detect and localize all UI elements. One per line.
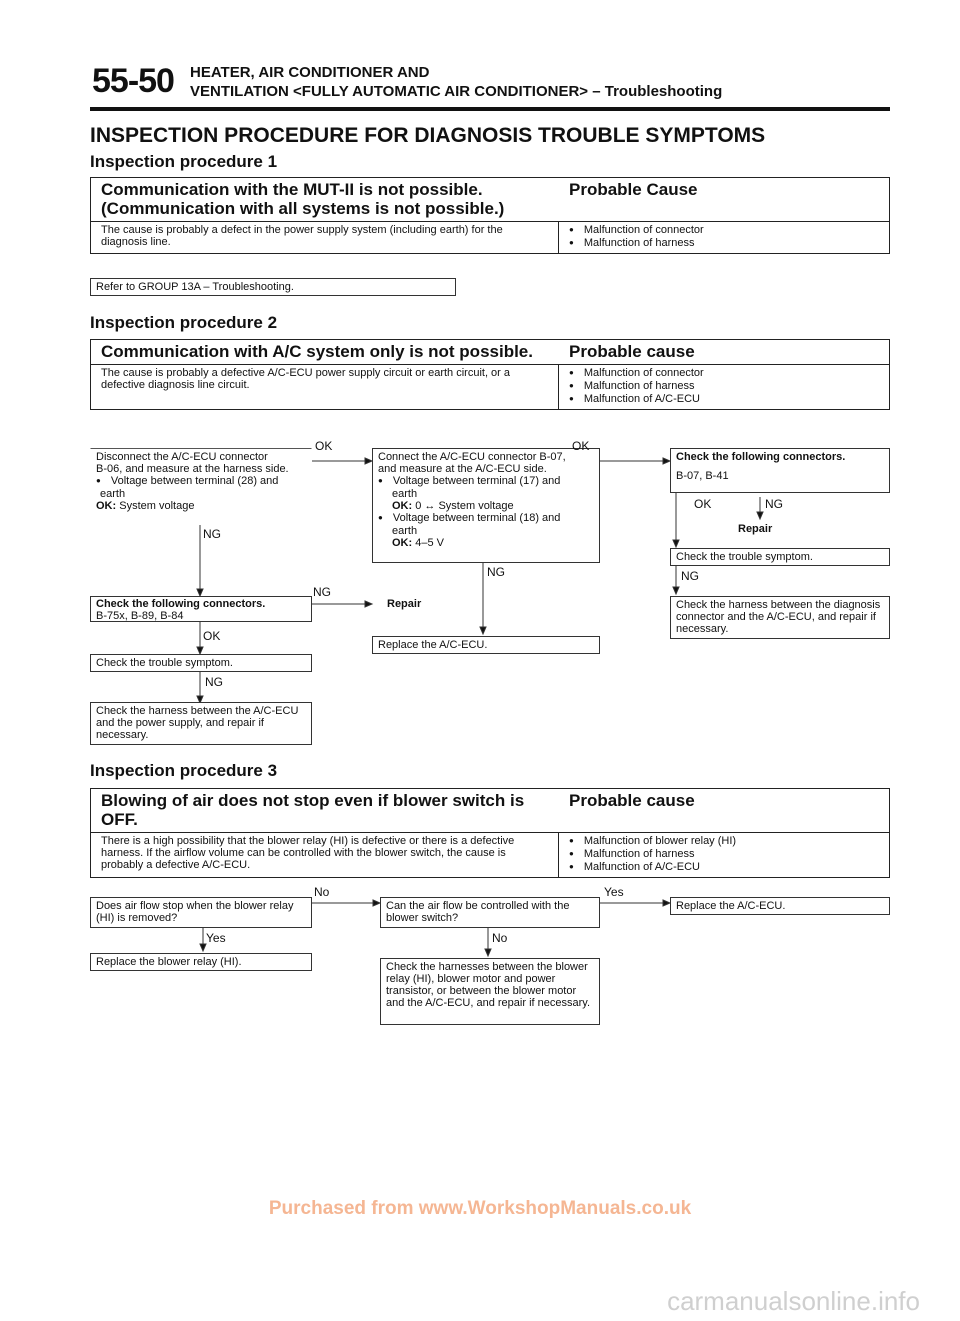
proc3-cause-heading: Probable cause	[569, 791, 695, 810]
proc2-step2-line3: ● Voltage between terminal (17) and	[378, 475, 594, 488]
proc3-step-airflow-controllable: Can the air flow be controlled with the blower switch?	[380, 897, 600, 928]
proc2-cause-2: ● Malfunction of harness	[569, 380, 879, 393]
proc2-cause-heading: Probable cause	[569, 342, 695, 361]
proc2-step-check-harness-diag: Check the harness between the diagnosis connector and the A/C-ECU, and repair if necessary.	[670, 596, 890, 639]
proc2-step1-line2: B-06, and measure at the harness side.	[96, 463, 289, 475]
proc2-step2-ok1-value: 0 ↔ System voltage	[415, 500, 514, 512]
proc3-step-blower-relay-removed: Does air flow stop when the blower relay (HI) is removed?	[90, 897, 312, 928]
proc1-title-2: (Communication with all systems is not possible.)	[101, 199, 505, 218]
proc2-heading: Inspection procedure 2	[90, 313, 278, 332]
proc2-step3-sub: B-07, B-41	[676, 470, 729, 482]
proc2-step2-line1: Connect the A/C-ECU connector B-07,	[378, 451, 566, 463]
proc3-heading: Inspection procedure 3	[90, 761, 278, 780]
proc2-step2-line6: earth	[392, 525, 418, 537]
proc2-label-ok-2: OK	[572, 439, 590, 453]
proc3-cause-2: ● Malfunction of harness	[569, 848, 879, 861]
proc2-cause-3: ● Malfunction of A/C-ECU	[569, 393, 879, 406]
proc2-label-ng-4: NG	[681, 569, 699, 583]
proc3-step-replace-blower-relay: Replace the blower relay (HI).	[90, 953, 312, 971]
proc2-label-ng-5: NG	[313, 585, 331, 599]
proc2-step-replace-ecu: Replace the A/C-ECU.	[372, 636, 600, 654]
proc2-repair-right: Repair	[738, 523, 773, 535]
proc3-description: There is a high possibility that the blower relay (HI) is defective or there is a defective harness. If the airflow volume can be controlled with the blower switch, the cause is probably a defective A/C-ECU.	[91, 833, 559, 877]
proc2-label-ng-2: NG	[487, 565, 505, 579]
proc2-repair-mid: Repair	[387, 598, 422, 610]
proc3-cause-3: ● Malfunction of A/C-ECU	[569, 861, 879, 874]
page-title: INSPECTION PROCEDURE FOR DIAGNOSIS TROUBLE SYMPTOMS	[90, 124, 766, 147]
proc2-step-trouble-symptom-right: Check the trouble symptom.	[670, 548, 890, 566]
proc2-step2-ok2-value: 4–5 V	[415, 537, 444, 549]
proc3-title: Blowing of air does not stop even if blower switch is OFF.	[101, 791, 525, 829]
proc2-step2-line4: earth	[392, 488, 418, 500]
proc3-label-no-1: No	[314, 885, 330, 899]
proc2-step1-line1: Disconnect the A/C-ECU connector	[96, 451, 268, 463]
proc2-step1-line3: ● Voltage between terminal (28) and	[96, 475, 306, 488]
proc2-step6-sub: B-75x, B-89, B-84	[96, 610, 184, 622]
proc2-step2-ok2-label: OK:	[392, 537, 413, 549]
proc3-label-no-2: No	[492, 931, 508, 945]
proc1-cause-heading: Probable Cause	[569, 180, 698, 199]
proc2-step-check-harness-power: Check the harness between the A/C-ECU and the power supply, and repair if necessary.	[90, 702, 312, 745]
proc2-label-ng-1: NG	[203, 527, 221, 541]
proc2-cause-1: ● Malfunction of connector	[569, 367, 879, 380]
proc2-step6-title: Check the following connectors.	[96, 598, 266, 610]
proc2-label-ok-4: OK	[203, 629, 221, 643]
proc2-step3-title: Check the following connectors.	[676, 451, 846, 463]
header-line-1: HEATER, AIR CONDITIONER AND	[190, 64, 430, 81]
footer-site-text: carmanualsonline.info	[667, 1286, 920, 1316]
proc3-cause-1: ● Malfunction of blower relay (HI)	[569, 835, 879, 848]
proc2-title: Communication with A/C system only is not possible.	[101, 342, 533, 361]
proc2-step1-line4: earth	[100, 488, 126, 500]
header-line-2: VENTILATION <FULLY AUTOMATIC AIR CONDITIONER> – Troubleshooting	[190, 83, 723, 100]
watermark-text: Purchased from www.WorkshopManuals.co.uk	[268, 1198, 692, 1219]
proc1-refer-box: Refer to GROUP 13A – Troubleshooting.	[90, 278, 456, 296]
proc3-label-yes-2: Yes	[604, 885, 624, 899]
page-number: 55-50	[92, 62, 174, 100]
proc2-description: The cause is probably a defective A/C-ECU power supply circuit or earth circuit, or a defective diagnosis line circuit.	[91, 365, 559, 409]
proc1-cause-2: ● Malfunction of harness	[569, 237, 879, 250]
proc3-step-check-harnesses: Check the harnesses between the blower relay (HI), blower motor and power transistor, or between the blower motor and the A/C-ECU, and repair if necessary.	[380, 958, 600, 1025]
proc2-label-ng-6: NG	[205, 675, 223, 689]
proc2-label-ok-1: OK	[315, 439, 333, 453]
proc1-title-1: Communication with the MUT-II is not possible.	[101, 180, 483, 199]
proc1-cause-1: ● Malfunction of connector	[569, 224, 879, 237]
proc2-label-ok-3: OK	[694, 497, 712, 511]
proc1-heading: Inspection procedure 1	[90, 152, 278, 171]
proc2-label-ng-3: NG	[765, 497, 783, 511]
proc2-step1-ok-label: OK:	[96, 500, 117, 512]
proc2-step1-ok-value: System voltage	[119, 500, 195, 512]
proc2-step-trouble-symptom-left: Check the trouble symptom.	[90, 654, 312, 672]
proc1-description: The cause is probably a defect in the power supply system (including earth) for the diagnosis line.	[91, 222, 559, 253]
proc3-step-replace-ecu: Replace the A/C-ECU.	[670, 897, 890, 915]
proc2-step2-line2: and measure at the A/C-ECU side.	[378, 463, 547, 475]
proc2-step2-line5: ● Voltage between terminal (18) and	[378, 512, 594, 525]
proc2-step2-ok1-label: OK:	[392, 500, 413, 512]
proc3-label-yes-1: Yes	[206, 931, 226, 945]
